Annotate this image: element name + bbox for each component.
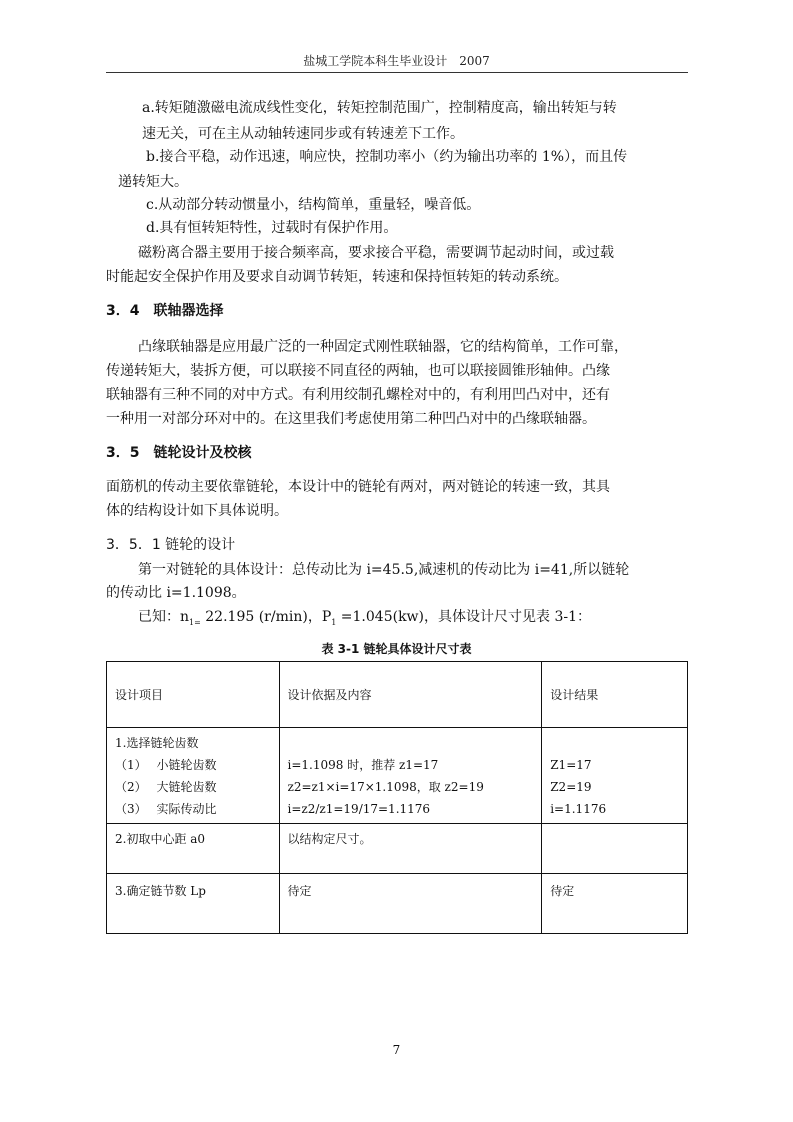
cell-text: 2.初取中心距 a0 — [115, 832, 206, 846]
cell-text: （2） 大链轮齿数 — [115, 780, 217, 794]
cell-text: 以结构定尺寸。 — [287, 832, 372, 846]
section-heading-3-5: 3．5 链轮设计及校核 — [106, 445, 252, 461]
body-line: 体的结构设计如下具体说明。 — [106, 503, 288, 519]
body-line: b.接合平稳，动作迅速，响应快，控制功率小（约为输出功率的 1%），而且传 — [146, 149, 628, 165]
cell-text: 待定 — [287, 884, 312, 898]
cell-text: i=1.1098 时，推荐 z1=17 — [287, 758, 439, 772]
table-cell — [107, 824, 280, 874]
body-line: 联轴器有三种不同的对中方式。有利用绞制孔螺栓对中的，有利用凹凸对中，还有 — [106, 387, 610, 403]
cell-text — [550, 732, 687, 754]
known-values-line: 已知：$n_{1=}$ 22.195 (r/min)，$P_1 =1.045(kw)$，具体设计尺寸见表 3-1： — [138, 609, 591, 627]
cell-text: Z2=19 — [550, 780, 592, 794]
cell-text — [550, 828, 687, 850]
subsection-heading-3-5-1: 3．5．1 链轮的设计 — [106, 537, 236, 553]
body-line: 速无关，可在主从动轴转速同步或有转速差下工作。 — [142, 126, 464, 142]
cell-text: i=1.1176 — [550, 802, 607, 816]
page-number: 7 — [392, 1043, 401, 1057]
table-caption: 表 3-1 链轮具体设计尺寸表 — [321, 642, 472, 656]
table-header-cell: 设计依据及内容 — [279, 662, 542, 728]
cell-text: 3.确定链节数 Lp — [115, 884, 206, 898]
body-line: 一种用一对部分环对中的。在这里我们考虑使用第二种凹凸对中的凸缘联轴器。 — [106, 411, 596, 427]
table-cell — [107, 874, 280, 934]
table-cell — [542, 824, 688, 874]
table-row — [107, 874, 688, 934]
cell-text: z2=z1×i=17×1.1098，取 z2=19 — [287, 780, 484, 794]
cell-text: 待定 — [550, 884, 575, 898]
body-line: 面筋机的传动主要依靠链轮，本设计中的链轮有两对，两对链论的转速一致，其具 — [106, 479, 610, 495]
cell-text: （3） 实际传动比 — [115, 802, 217, 816]
cell-text — [288, 732, 542, 754]
body-line: 的传动比 i=1.1098。 — [106, 585, 246, 601]
table-header-cell: 设计项目 — [107, 662, 280, 728]
body-line: d.具有恒转矩特性，过载时有保护作用。 — [146, 220, 398, 236]
body-line: 传递转矩大，装拆方便，可以联接不同直径的两轴，也可以联接圆锥形轴伸。凸缘 — [106, 363, 610, 379]
table-row — [107, 728, 688, 824]
table-cell — [542, 874, 688, 934]
cell-text: （1） 小链轮齿数 — [115, 758, 217, 772]
table-header-row — [107, 662, 688, 728]
table-cell — [542, 728, 688, 824]
body-line: 第一对链轮的具体设计：总传动比为 i=45.5,减速机的传动比为 i=41,所以链轮 — [138, 562, 630, 578]
table-row — [107, 824, 688, 874]
table-header-cell: 设计结果 — [542, 662, 688, 728]
chain-wheel-spec-table — [106, 661, 688, 934]
body-line: 时能起安全保护作用及要求自动调节转矩，转速和保持恒转矩的转动系统。 — [106, 269, 568, 285]
body-line: 磁粉离合器主要用于接合频率高，要求接合平稳，需要调节起动时间，或过载 — [138, 245, 614, 261]
body-line: 递转矩大。 — [118, 174, 188, 190]
body-line: 凸缘联轴器是应用最广泛的一种固定式刚性联轴器，它的结构简单，工作可靠， — [138, 339, 628, 355]
cell-text: i=z2/z1=19/17=1.1176 — [287, 802, 431, 816]
table-cell — [279, 824, 542, 874]
body-line: a.转矩随激磁电流成线性变化，转矩控制范围广，控制精度高，输出转矩与转 — [142, 100, 617, 116]
header-divider — [106, 72, 688, 73]
table-cell — [279, 874, 542, 934]
section-heading-3-4: 3．4 联轴器选择 — [106, 303, 224, 319]
table-cell — [279, 728, 542, 824]
cell-text: 1.选择链轮齿数 — [115, 736, 199, 750]
table-cell — [107, 728, 280, 824]
cell-text: Z1=17 — [550, 758, 592, 772]
page-header: 盐城工学院本科生毕业设计 2007 — [303, 54, 490, 68]
body-line: c.从动部分转动惯量小，结构简单，重量轻，噪音低。 — [146, 197, 481, 213]
